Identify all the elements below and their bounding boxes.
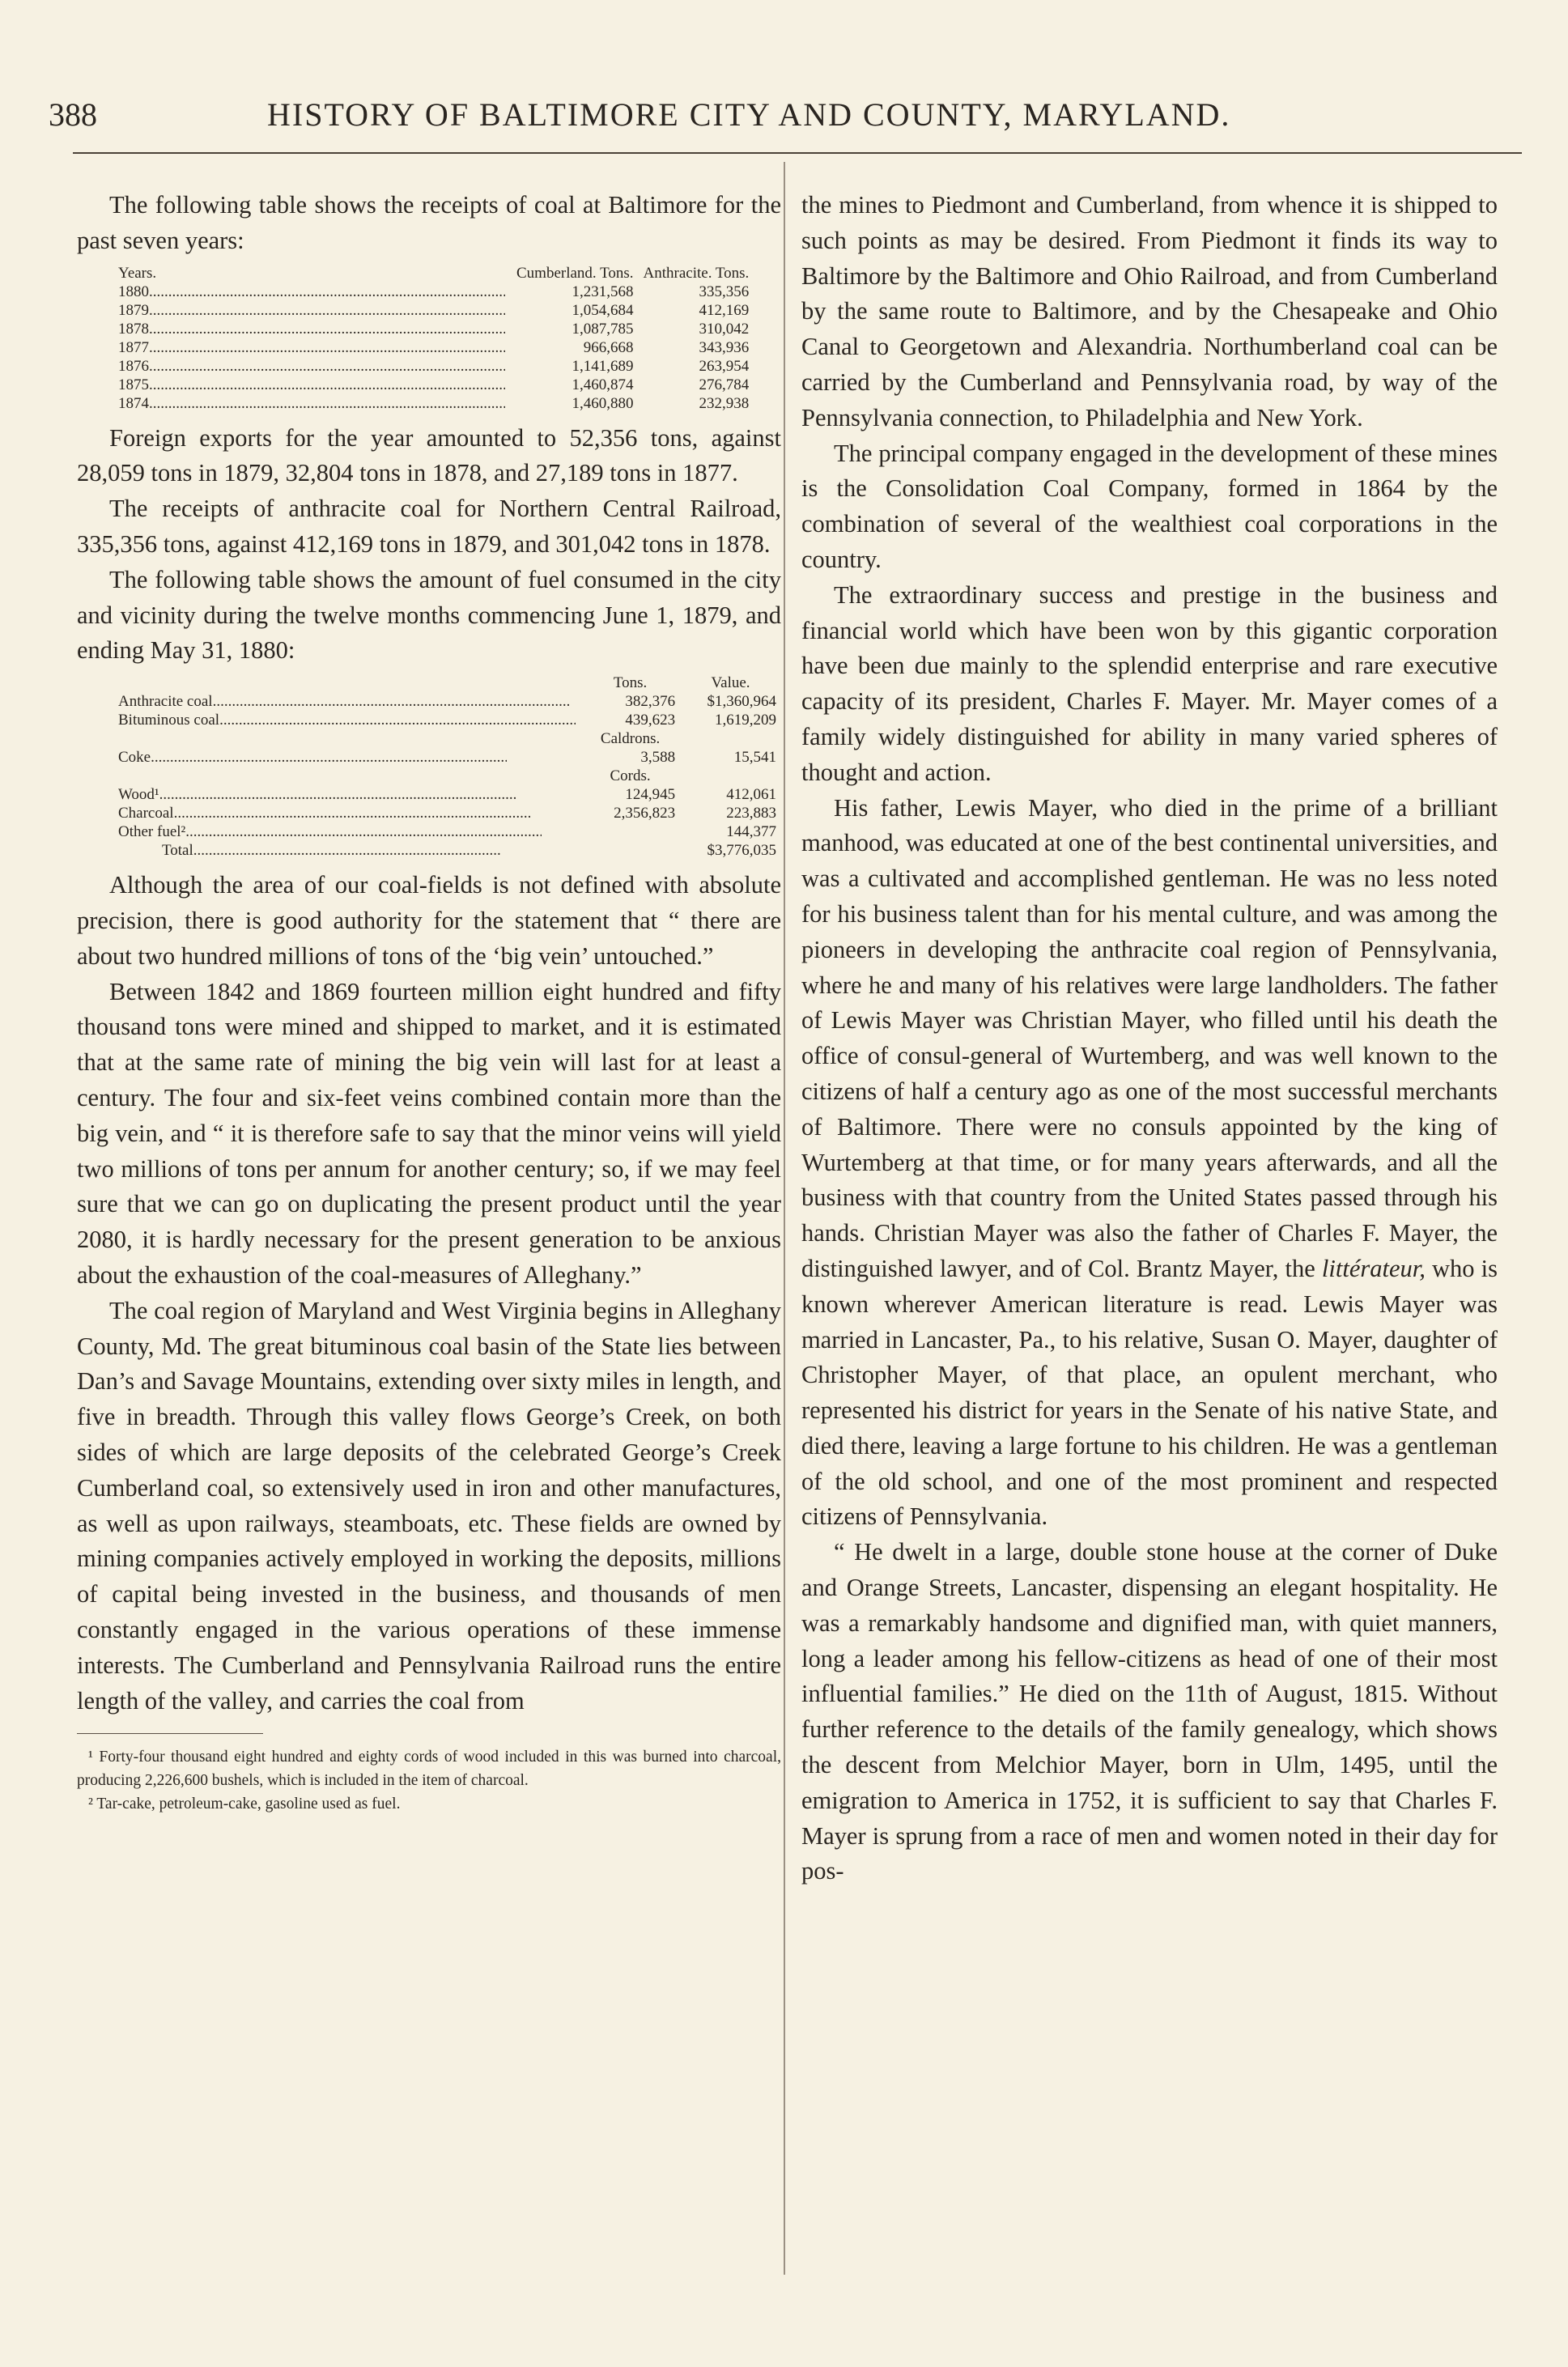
- value-cell: 15,541: [733, 749, 776, 767]
- year-cell: 1877: [118, 338, 149, 356]
- value-cell: 144,377: [726, 823, 776, 841]
- fuel-label: Wood¹: [118, 786, 159, 804]
- table-row: [113, 338, 754, 357]
- column-header: Tons.: [613, 674, 648, 692]
- table-row: [113, 729, 781, 748]
- paragraph: the mines to Piedmont and Cumberland, from whence it is shipped to such points as may be desired. From Piedmont it finds its way to Baltimore by the Baltimore and Ohio Railroad, and from Cumberland by the same route to Baltimore, and by the Chesapeake and Ohio Canal to Georgetown and Alexandria. Northumberland coal can be carried by the Cumberland and Pennsylvania road, by way of the Pennsylvania connection, to Philadelphia and New York.: [801, 191, 1498, 431]
- fuel-label: Coke: [118, 749, 151, 767]
- paragraph: The receipts of anthracite coal for Northern Central Railroad, 335,356 tons, against 412,169 tons in 1879, and 301,042 tons in 1878.: [77, 495, 781, 558]
- page-number: 388: [49, 96, 97, 133]
- cumberland-cell: 966,668: [583, 338, 634, 356]
- table-row: [113, 767, 781, 785]
- unit-label: Cords.: [610, 767, 651, 785]
- tons-cell: 3,588: [640, 749, 676, 767]
- paragraph: Foreign exports for the year amounted to 52,356 tons, against 28,059 tons in 1879, 32,804 tons in 1878, and 27,189 tons in 1877.: [77, 423, 781, 487]
- year-cell: 1875: [118, 376, 149, 393]
- running-title: HISTORY OF BALTIMORE CITY AND COUNTY, MARYLAND.: [267, 96, 1231, 133]
- paragraph: The extraordinary success and prestige in the business and financial world which have been won by this gigantic corporation have been due mainly to the splendid enterprise and rare executive capacity of its president, Charles F. Mayer. Mr. Mayer comes of a family widely distinguished for ability in many varied spheres of thought and action.: [801, 580, 1498, 786]
- table-row: [113, 711, 781, 729]
- anthracite-cell: 412,169: [699, 301, 750, 319]
- page-header: [0, 96, 1568, 152]
- paragraph: The following table shows the amount of fuel consumed in the city and vicinity during the twelve months commencing June 1, 1879, and ending May 31, 1880:: [77, 565, 781, 665]
- paragraph: Between 1842 and 1869 fourteen million eight hundred and fifty thousand tons were mined and shipped to market, and it is estimated that at the same rate of mining the big vein will last for at least a century. The four and six-feet veins combined contain more than the big vein, and “ it is therefore safe to say that the minor veins will yield two millions of tons per annum for another century; so, if we may feel sure that we can go on duplicating the present product until the year 2080, it is hardly necessary for the present generation to be anxious about the exhaustion of the coal-measures of Alleghany.”: [77, 977, 781, 1289]
- table-row: [113, 320, 754, 338]
- cumberland-cell: 1,141,689: [572, 357, 634, 375]
- fuel-label: Charcoal: [118, 805, 174, 822]
- year-cell: 1874: [118, 394, 149, 412]
- anthracite-cell: 263,954: [699, 357, 750, 375]
- left-column: [77, 188, 781, 1816]
- value-cell: 1,619,209: [715, 712, 776, 729]
- paragraph-text: who is known wherever American literature is read. Lewis Mayer was married in Lancaster, Pa., to his relative, Susan O. Mayer, daughter of Christopher Mayer, of that place, an opulent merchant, who represented his district for years in the Senate of his native State, and died there, leaving a large fortune to his children. He was a gentleman of the old school, and one of the most prominent and respected citizens of Pennsylvania.: [801, 1254, 1498, 1531]
- cumberland-cell: 1,087,785: [572, 320, 634, 338]
- paragraph-text: His father, Lewis Mayer, who died in the prime of a brilliant manhood, was educated at one of the best continental universities, and was a cultivated and accomplished gentleman. He was no less noted for his business talent than for his mental culture, and was among the pioneers in developing the anthracite coal region of Pennsylvania, where he and many of his relatives were large landholders. The father of Lewis Mayer was Christian Mayer, who filled until his death the office of consul-general of Wurtemberg, and was well known to the citizens of half a century ago as one of the most successful merchants of Baltimore. There were no consuls appointed by the king of Wurtemberg at that time, or for many years afterwards, and all the business with that country from the United States passed through his hands. Christian Mayer was also the father of Charles F. Mayer, the distinguished lawyer, and of Col. Brantz Mayer, the: [801, 793, 1498, 1282]
- anthracite-cell: 232,938: [699, 394, 750, 412]
- tons-cell: [580, 822, 680, 841]
- fuel-label: Anthracite coal: [118, 693, 213, 711]
- table-row: [113, 785, 781, 804]
- paragraph: The following table shows the receipts of coal at Baltimore for the past seven years:: [77, 191, 781, 254]
- table-row: [113, 376, 754, 394]
- cumberland-cell: 1,231,568: [572, 283, 634, 300]
- table-row: [113, 283, 754, 301]
- table-header-row: [113, 264, 754, 283]
- table-row: [113, 394, 754, 413]
- paragraph: The principal company engaged in the development of these mines is the Consolidation Coal Company, formed in 1864 by the combination of several of the wealthiest coal corporations in the country.: [801, 439, 1498, 573]
- coal-receipts-table: [113, 264, 754, 413]
- fuel-label: Bituminous coal: [118, 712, 220, 729]
- value-cell: 223,883: [726, 805, 776, 822]
- column-header: Anthracite. Tons.: [643, 264, 750, 282]
- anthracite-cell: 335,356: [699, 283, 750, 300]
- paragraph: [801, 791, 1498, 1536]
- column-header: Years.: [118, 264, 157, 282]
- table-row: [113, 804, 781, 822]
- fuel-label: Other fuel²: [118, 823, 186, 841]
- cumberland-cell: 1,054,684: [572, 301, 634, 319]
- value-cell: $1,360,964: [707, 693, 776, 711]
- right-column: [801, 188, 1498, 1889]
- table-row: [113, 822, 781, 841]
- fuel-consumption-table: [113, 674, 781, 860]
- table-header-row: [113, 674, 781, 692]
- footnote-rule: [77, 1733, 263, 1734]
- paragraph: The coal region of Maryland and West Virginia begins in Alleghany County, Md. The great bituminous coal basin of the State lies between Dan’s and Savage Mountains, extending over sixty miles in length, and five in breadth. Through this valley flows George’s Creek, on both sides of which are large deposits of the celebrated George’s Creek Cumberland coal, so extensively used in iron and other manufactures, as well as upon railways, steamboats, etc. These fields are owned by mining companies actively employed in working the deposits, millions of capital being invested in the business, and thousands of men constantly engaged in the various operations of these immense interests. The Cumberland and Pennsylvania Railroad runs the entire length of the valley, and carries the coal from: [77, 1296, 781, 1715]
- tons-cell: 124,945: [625, 786, 676, 804]
- total-row: [113, 841, 781, 860]
- value-cell: 412,061: [726, 786, 776, 804]
- cumberland-cell: 1,460,874: [572, 376, 634, 393]
- anthracite-cell: 310,042: [699, 320, 750, 338]
- total-value: $3,776,035: [707, 842, 776, 860]
- table-row: [113, 357, 754, 376]
- italic-word: littérateur,: [1321, 1254, 1426, 1282]
- column-header: Value.: [711, 674, 750, 692]
- year-cell: 1876: [118, 357, 149, 375]
- footnote: ¹ Forty-four thousand eight hundred and eighty cords of wood included in this was burned into charcoal, producing 2,226,600 bushels, which is included in the item of charcoal.: [77, 1749, 781, 1790]
- total-label: Total: [162, 842, 193, 860]
- footnotes: [77, 1745, 781, 1816]
- table-row: [113, 301, 754, 320]
- header-rule: [73, 152, 1522, 154]
- unit-label: Caldrons.: [600, 730, 661, 748]
- anthracite-cell: 276,784: [699, 376, 750, 393]
- year-cell: 1879: [118, 301, 149, 319]
- tons-cell: 439,623: [625, 712, 676, 729]
- footnote: ² Tar-cake, petroleum-cake, gasoline used as fuel.: [88, 1795, 401, 1813]
- paragraph: “ He dwelt in a large, double stone house at the corner of Duke and Orange Streets, Lancaster, dispensing an elegant hospitality. He was a remarkably handsome and dignified man, with quiet manners, long a leader among his fellow-citizens as head of one of their most influential families.” He died on the 11th of August, 1815. Without further reference to the details of the family genealogy, which shows the descent from Melchior Mayer, born in Ulm, 1495, until the emigration to America in 1752, it is sufficient to say that Charles F. Mayer is sprung from a race of men and women noted in their day for pos-: [801, 1538, 1498, 1885]
- cumberland-cell: 1,460,880: [572, 394, 634, 412]
- year-cell: 1878: [118, 320, 149, 338]
- tons-cell: 382,376: [625, 693, 676, 711]
- anthracite-cell: 343,936: [699, 338, 750, 356]
- tons-cell: 2,356,823: [614, 805, 676, 822]
- paragraph: Although the area of our coal-fields is not defined with absolute precision, there is good authority for the statement that “ there are about two hundred millions of tons of the ‘big vein’ untouched.”: [77, 871, 781, 970]
- table-row: [113, 748, 781, 767]
- column-header: Cumberland. Tons.: [516, 264, 634, 282]
- table-row: [113, 692, 781, 711]
- column-divider: [784, 162, 785, 2275]
- year-cell: 1880: [118, 283, 149, 300]
